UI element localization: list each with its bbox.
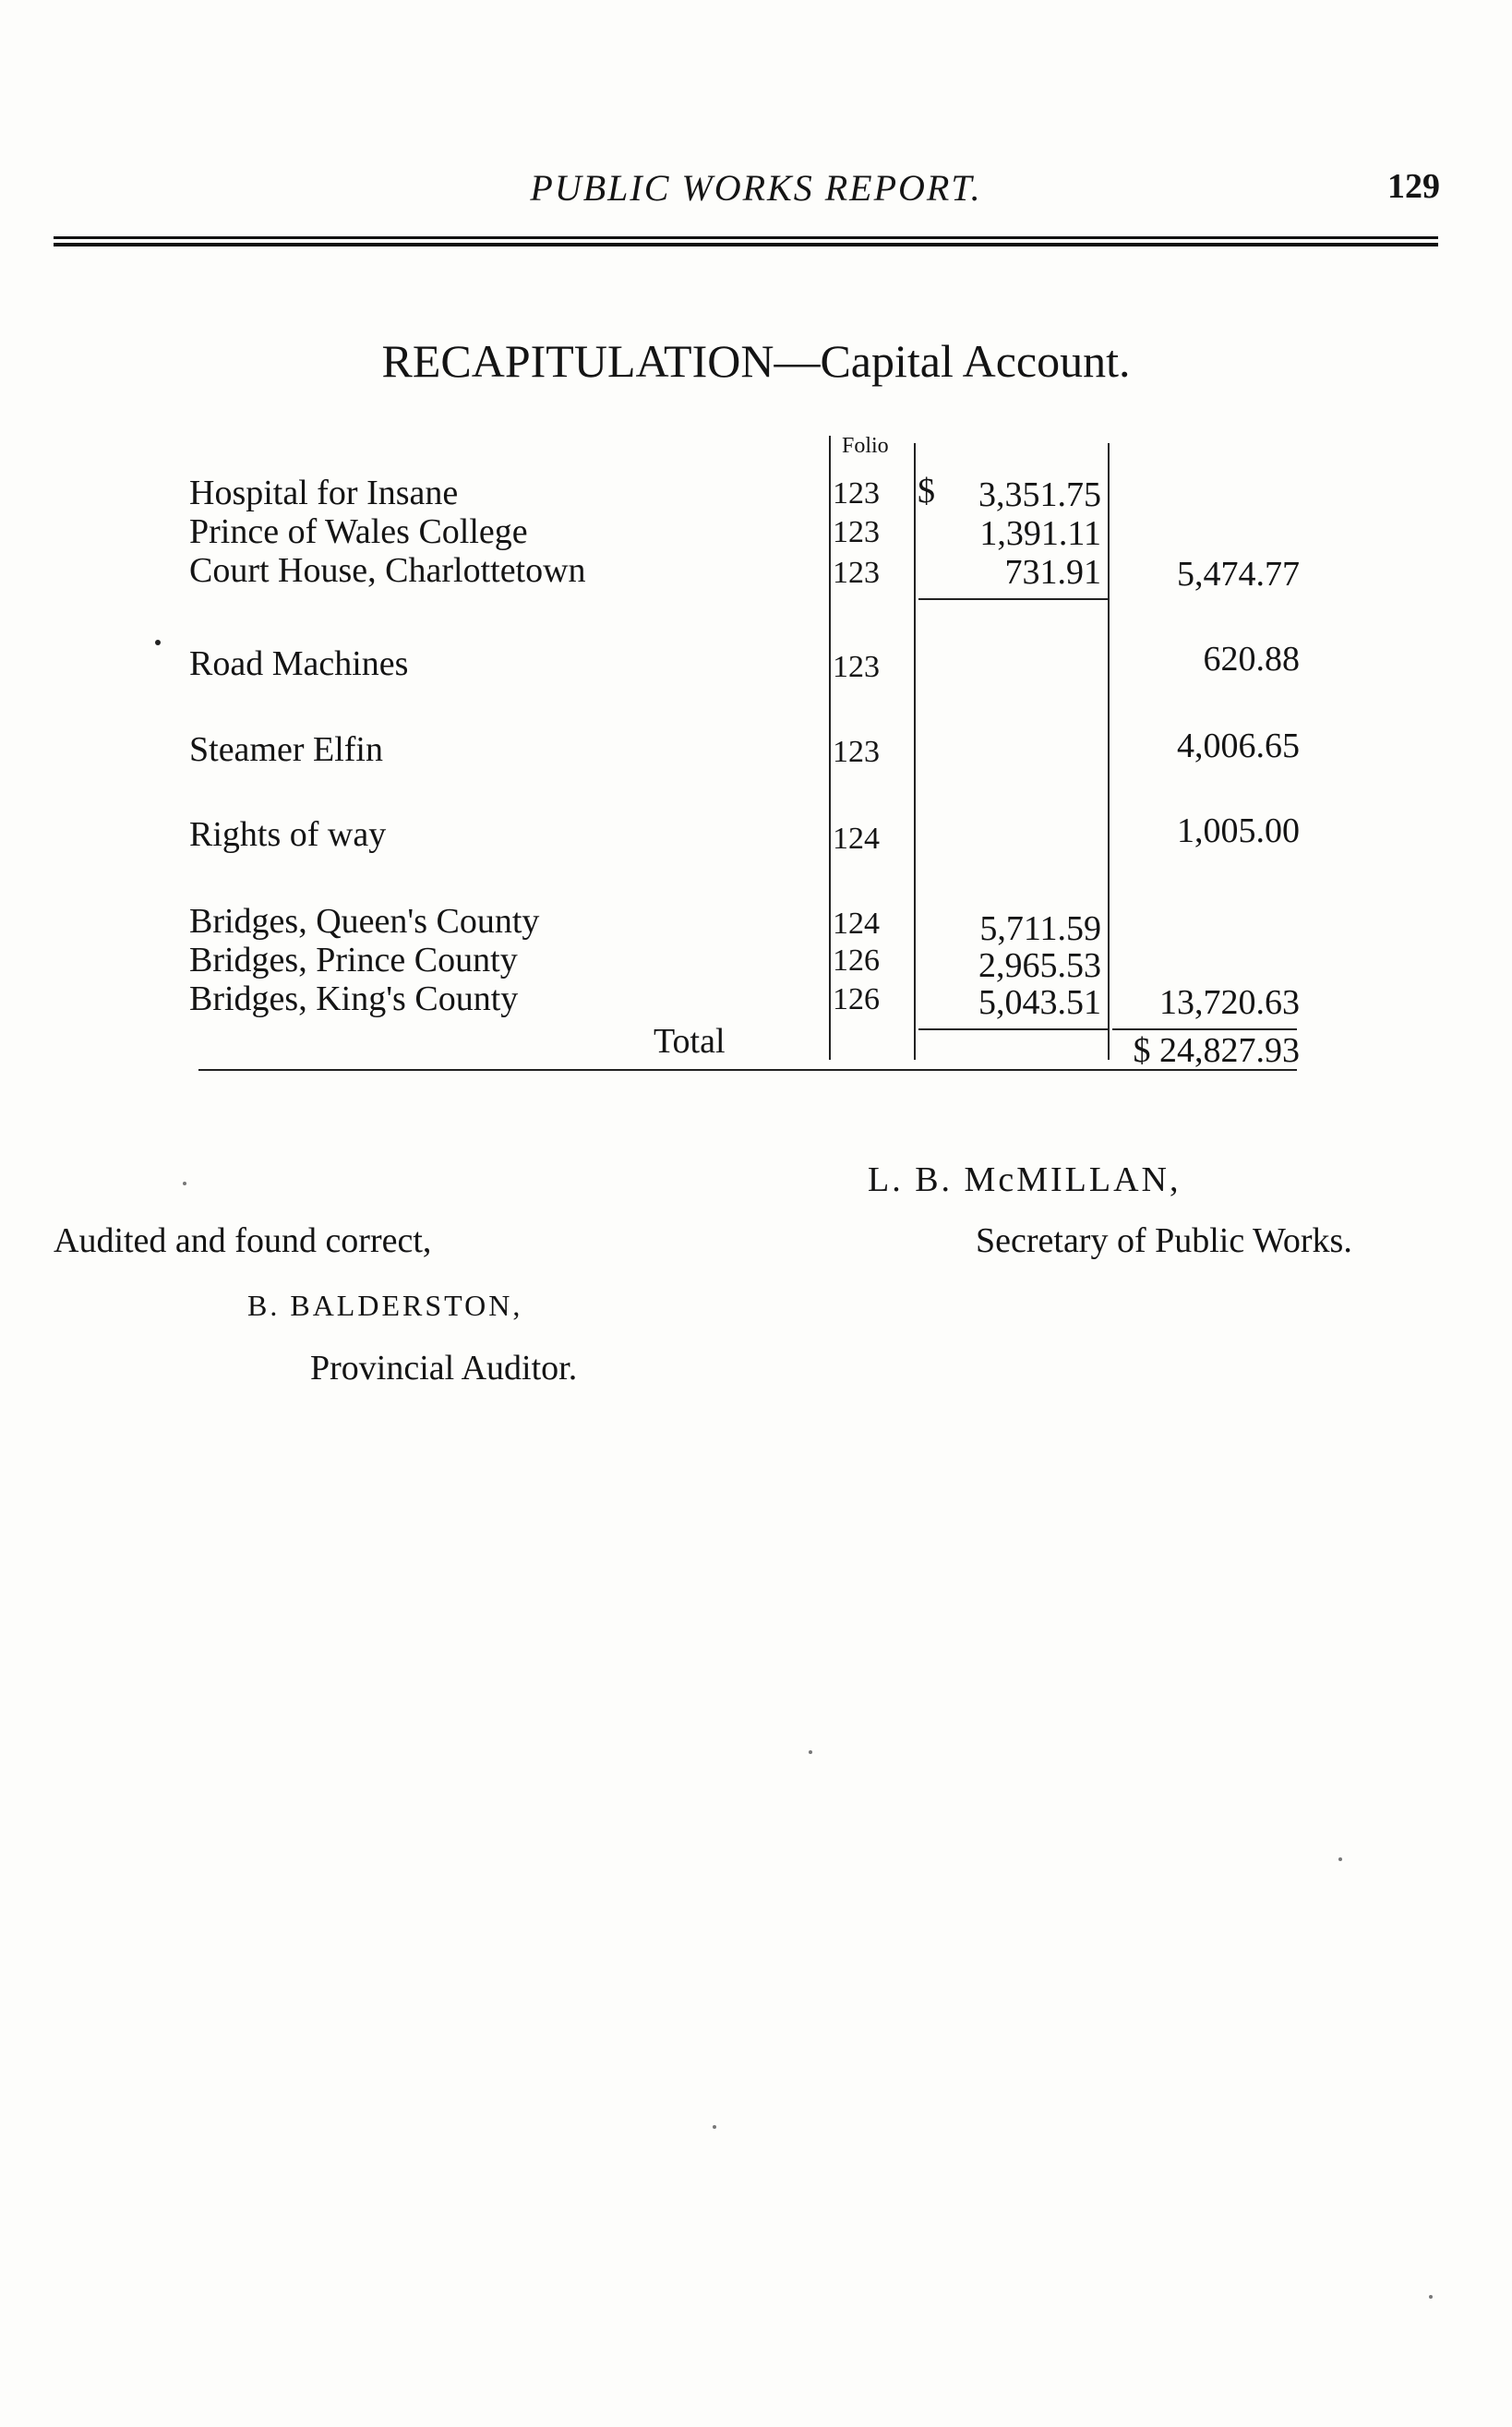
page-heading: RECAPITULATION—Capital Account. — [381, 335, 1131, 387]
row-label-rights-of-way: Rights of way — [189, 815, 387, 854]
grand-total-value: $ 24,827.93 — [1133, 1031, 1300, 1070]
page-number: 129 — [1387, 167, 1440, 206]
row-label-bridges-queens: Bridges, Queen's County — [189, 902, 540, 941]
group-total-steamer-elfin: 4,006.65 — [1177, 727, 1300, 765]
folio-column-left-rule — [829, 436, 831, 1060]
row-subtotal-court-house: 731.91 — [1004, 553, 1101, 592]
row-folio-hospital: 123 — [833, 476, 880, 511]
row-label-hospital: Hospital for Insane — [189, 474, 459, 512]
row-subtotal-hospital: 3,351.75 — [978, 475, 1101, 514]
group1-subtotal-rule — [918, 598, 1108, 600]
grand-total-label: Total — [654, 1022, 726, 1061]
scan-speck — [809, 1750, 812, 1754]
row-folio-road-machines: 123 — [833, 650, 880, 684]
auditor-title: Provincial Auditor. — [310, 1349, 578, 1388]
subtotal-column-left-rule — [914, 443, 916, 1060]
group-total-rights-of-way: 1,005.00 — [1177, 811, 1300, 850]
auditor-name: B. BALDERSTON, — [247, 1289, 523, 1322]
scan-speck — [1338, 1857, 1342, 1861]
running-header-title: PUBLIC WORKS REPORT. — [530, 167, 982, 209]
row-subtotal-bridges-kings: 5,043.51 — [978, 983, 1101, 1022]
row-folio-steamer-elfin: 123 — [833, 735, 880, 769]
scan-speck — [713, 2125, 716, 2129]
row-folio-rights-of-way: 124 — [833, 822, 880, 856]
row-folio-bridges-prince: 126 — [833, 943, 880, 978]
scan-speck — [1429, 2295, 1433, 2299]
row-label-road-machines: Road Machines — [189, 644, 409, 683]
row-folio-bridges-kings: 126 — [833, 982, 880, 1016]
group5-subtotal-rule — [918, 1028, 1108, 1030]
row-folio-college: 123 — [833, 515, 880, 549]
row-label-bridges-prince: Bridges, Prince County — [189, 941, 518, 979]
currency-symbol: $ — [918, 472, 935, 511]
row-label-bridges-kings: Bridges, King's County — [189, 979, 519, 1018]
group-total-road-machines: 620.88 — [1203, 640, 1300, 679]
header-rule-top — [54, 236, 1438, 239]
row-folio-bridges-queens: 124 — [833, 907, 880, 941]
scan-speck — [183, 1182, 186, 1185]
row-subtotal-college: 1,391.11 — [979, 514, 1101, 553]
row-label-steamer-elfin: Steamer Elfin — [189, 730, 383, 769]
row-subtotal-bridges-queens: 5,711.59 — [979, 909, 1101, 948]
audit-statement: Audited and found correct, — [54, 1221, 432, 1260]
secretary-name: L. B. McMILLAN, — [868, 1160, 1182, 1199]
row-subtotal-bridges-prince: 2,965.53 — [978, 946, 1101, 985]
row-label-court-house: Court House, Charlottetown — [189, 551, 586, 590]
row-label-college: Prince of Wales College — [189, 512, 528, 551]
secretary-title: Secretary of Public Works. — [976, 1221, 1352, 1260]
group-total-bridges: 13,720.63 — [1159, 983, 1300, 1022]
table-bottom-rule — [198, 1069, 1297, 1071]
row-folio-court-house: 123 — [833, 556, 880, 590]
margin-dot — [155, 640, 161, 645]
group-total-public-buildings: 5,474.77 — [1177, 555, 1300, 594]
total-column-left-rule — [1108, 443, 1110, 1060]
header-rule-bottom — [54, 243, 1438, 246]
folio-column-header: Folio — [842, 434, 889, 458]
